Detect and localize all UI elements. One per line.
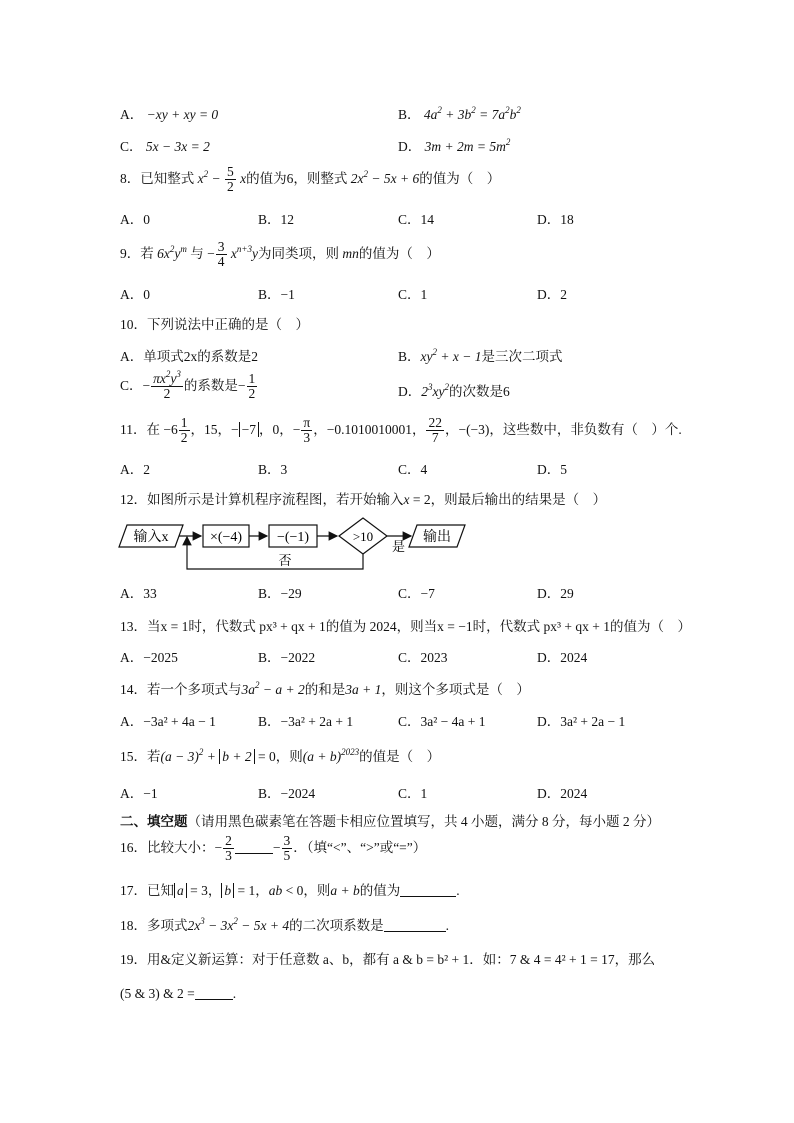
q15-option-c: C．1 — [398, 786, 428, 801]
q12-option-d: D．29 — [537, 586, 574, 601]
flow-yes-label: 是 — [392, 539, 406, 554]
q19-line-2: (5 & 3) & 2 = . — [120, 986, 237, 1001]
q7-option-c: C． 5x − 3x = 2 — [120, 139, 210, 154]
q10-stem: 10．下列说法中正确的是（ ） — [120, 317, 309, 332]
flow-op1-label: ×(−4) — [209, 530, 243, 545]
q9-option-d: D．2 — [537, 287, 567, 302]
q16-answer-blank[interactable] — [235, 841, 273, 854]
q9-option-a: A．0 — [120, 287, 150, 302]
q13-option-b: B．−2022 — [258, 650, 316, 665]
q14-option-a: A．−3a² + 4a − 1 — [120, 714, 216, 729]
q15-option-a: A．−1 — [120, 786, 158, 801]
section-two-title: 二、填空题 — [120, 814, 188, 829]
q19-line-1: 19．用&定义新运算：对于任意数 a、b，都有 a & b = b² + 1．如：7 & 4 = 4² + 1 = 17，那么 — [120, 952, 656, 967]
q17-stem: 17．已知 a = 3， b = 1，ab < 0，则a + b的值为 . — [120, 883, 460, 898]
program-flowchart — [115, 515, 475, 577]
q12-option-c: C．−7 — [398, 586, 435, 601]
q7-a-expr: −xy + xy = 0 — [146, 107, 219, 122]
q11-stem: 11．在 −6 $\frac{1}{2}$ ，15，− −7 ，0，− $\frac{\pi}{3}$ ，−0.1010010001， $\frac{22}{7}$ ，−(−3)，这些数中，非负数有（ ）个. — [120, 415, 682, 446]
q13-stem: 13．当x = 1时，代数式 px³ + qx + 1的值为 2024，则当x = −1时，代数式 px³ + qx + 1的值为（ ） — [120, 619, 692, 634]
q13-option-a: A．−2025 — [120, 650, 178, 665]
flow-output-label: 输出 — [423, 530, 451, 545]
q12-option-b: B．−29 — [258, 586, 302, 601]
flow-op2-label: −(−1) — [276, 530, 310, 545]
flow-condition-label: >10 — [352, 529, 374, 544]
q10-option-d: D．$2^3xy^2$的次数是6 — [398, 382, 510, 399]
q15-stem: 15．若$(a - 3)^2 + b + 2 = 0$，则$(a + b)^{2023}$的值是（ ） — [120, 747, 441, 764]
q16-stem: 16．比较大小：− $\frac{2}{3}$ − $\frac{3}{5}$ ．（填“<”、“>”或“=”） — [120, 833, 427, 864]
q17-answer-blank[interactable] — [400, 884, 456, 897]
q7-b-expr: $4a^2 + 3b^2 = 7a^2b^2$ — [423, 105, 521, 122]
q12-option-a: A．33 — [120, 586, 157, 601]
q7-c-expr: 5x − 3x = 2 — [145, 139, 210, 154]
q13-option-c: C．2023 — [398, 650, 448, 665]
q7-option-d: D． $3m + 2m = 5m^2$ — [398, 137, 511, 154]
q12-stem: 12．如图所示是计算机程序流程图，若开始输入x = 2，则最后输出的结果是（ ） — [120, 492, 607, 507]
q7-d-expr: $3m + 2m = 5m^2$ — [424, 137, 511, 154]
section-two-note: （请用黑色碳素笔在答题卡相应位置填写，共 4 小题，满分 8 分，每小题 2 分） — [187, 814, 660, 829]
q15-option-d: D．2024 — [537, 786, 588, 801]
q15-option-b: B．−2024 — [258, 786, 316, 801]
q8-option-d: D．18 — [537, 212, 574, 227]
section-two-heading — [120, 810, 660, 830]
q8-stem: 8．已知整式 $x^2$ − $\frac{5}{2}$ x的值为6，则整式 $2x^2 - 5x + 6$的值为（ ） — [120, 164, 501, 195]
q14-option-b: B．−3a² + 2a + 1 — [258, 714, 354, 729]
q14-stem: 14．若一个多项式与$3a^2 - a + 2$的和是3a + 1，则这个多项式是（ ） — [120, 680, 530, 697]
q14-option-c: C．3a² − 4a + 1 — [398, 714, 486, 729]
q11-option-a: A．2 — [120, 462, 150, 477]
flow-input-label: 输入x — [133, 530, 169, 545]
q11-option-d: D．5 — [537, 462, 567, 477]
q8-option-a: A．0 — [120, 212, 150, 227]
q8-option-c: C．14 — [398, 212, 435, 227]
q18-answer-blank[interactable] — [384, 919, 446, 932]
q19-answer-blank[interactable] — [195, 987, 233, 1000]
q9-stem: 9．若 $6x^2y^m$ 与 − $\frac{3}{4}$ $x^{n+3}y$为同类项，则 mn的值为（ ） — [120, 239, 440, 270]
q10-option-a: A．单项式2x的系数是2 — [120, 349, 258, 364]
q10-option-c: C．− $\frac{\pi x^2y^3}{2}$ 的系数是− $\frac{1}{2}$ — [120, 369, 256, 402]
q11-option-c: C．4 — [398, 462, 428, 477]
q18-stem: 18．多项式$2x^3 - 3x^2 - 5x + 4$的二次项系数是 . — [120, 916, 449, 933]
q9-fraction: $\frac{3}{4}$ — [217, 239, 225, 270]
q10-option-b: B．$xy^2 + x - 1$是三次二项式 — [398, 347, 563, 364]
q7-option-a: A． −xy + xy = 0 — [120, 107, 219, 122]
q14-option-d: D．3a² + 2a − 1 — [537, 714, 626, 729]
q8-fraction: $\frac{5}{2}$ — [227, 164, 234, 195]
q9-option-b: B．−1 — [258, 287, 295, 302]
q8-option-b: B．12 — [258, 212, 295, 227]
q13-option-d: D．2024 — [537, 650, 588, 665]
flow-no-label: 否 — [278, 553, 292, 568]
q7-option-b: B． $4a^2 + 3b^2 = 7a^2b^2$ — [398, 105, 521, 122]
q11-option-b: B．3 — [258, 462, 288, 477]
q9-option-c: C．1 — [398, 287, 428, 302]
